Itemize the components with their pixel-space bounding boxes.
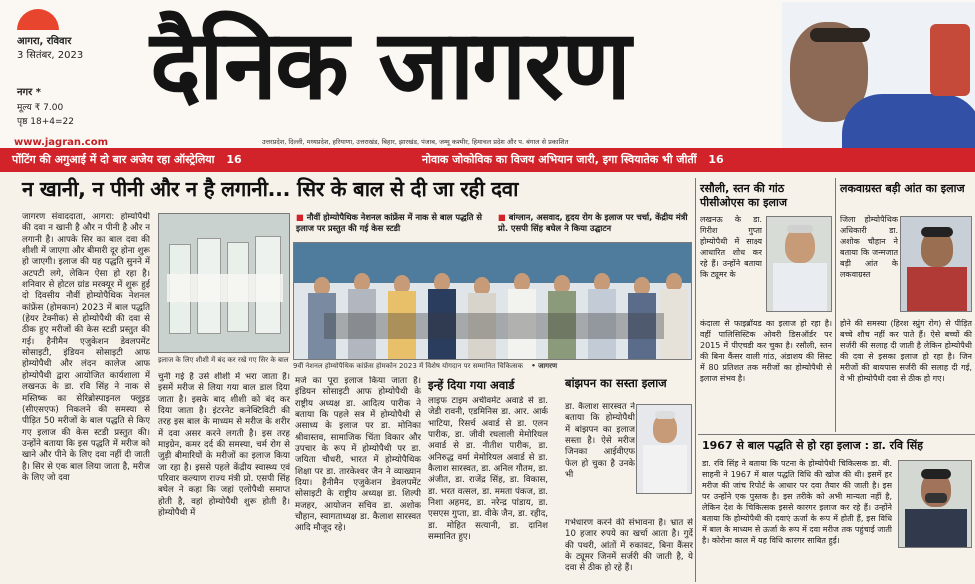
edition-date: 3 सितंबर, 2023 — [17, 50, 84, 61]
edition-city-day: आगरा, रविवार — [17, 36, 72, 47]
main-headline: न खानी, न पीनी और न है लगानी... सिर के बाल से दी जा रही दवा — [22, 177, 519, 201]
infertility-text-1: डा. कैलाश सारस्वत ने बताया कि होम्योपैथी में बांझपन का इलाज सस्ता है। ऐसे मरीज जिनका आईवीएफ फेल हो चुका है उनके भी — [565, 402, 635, 481]
sidebar-c-heading: 1967 से बाल पद्धति से हो रहा इलाज : डा. रवि सिंह — [702, 439, 924, 452]
doctor-girish-photo — [766, 216, 832, 312]
red-square-icon: ■ — [296, 212, 307, 222]
sidebar-b-text: जिला होम्योपैथिक अधिकारी डा. अशोक चौहान ने बताया कि जन्मजात बड़ी आंत के लकवाग्रस्त — [840, 215, 898, 279]
website[interactable]: www.jagran.com — [14, 137, 109, 148]
award-heading: इन्हें दिया गया अवार्ड — [428, 378, 515, 392]
hair-vials-photo — [158, 213, 290, 353]
sidebar-c-text: डा. रवि सिंह ने बताया कि पटना के होम्योपैथी चिकित्सक डा. बी. साहनी ने 1967 में बाल पद्धति विधि की खोज की थी। इसमें हर मरीज की जांच रिपोर्ट के आधार पर दवा तैयार की जाती है। इस पर उन्होंने एक पुस्तक है। इस तरीके को अभी मान्यता नहीं है, लेकिन देश के चिकित्सक इससे कारगर इलाज कर रहे हैं। उन्होंने बताया कि होम्योपैथी की दवाएं ऊर्जा के रूप में होती हैं, इस विधि में बाल के माध्यम से ऊर्जा के रूप में दवा मरीज तक पहुंचाई जाती है। कोरोना काल में यह विधि कारगर साबित हुई। — [702, 459, 892, 545]
award-group-photo — [293, 242, 692, 360]
bullet-1-text: नौवीं होम्योपैथिक नेशनल कांफ्रेंस में नाक से बाल पद्धति से इलाज पर प्रस्तुत की गई केस स्टडी — [296, 212, 483, 233]
tennis-player-photo — [782, 2, 975, 148]
newspaper-title: दैनिक जागरण — [150, 9, 630, 121]
teaser-bar — [0, 148, 975, 172]
masthead — [0, 0, 975, 148]
teaser-left-page: 16 — [226, 153, 242, 166]
infertility-heading: बांझपन का सस्ता इलाज — [565, 376, 667, 390]
vertical-divider — [835, 178, 836, 432]
article-col-2: चुनी गई है उसे शीशी में भरा जाता है। इसमें मरीज से लिया गया बाल डाल दिया जाता है। इसके बाद शीशी को बंद कर दिया जाता है। इंटरनेट कनेक्टिविटी की तरह इस बाल के माध्यम से मरीज के शरीर में दवा असर करने लगती है। इस तरह माइग्रेन, कमर दर्द की समस्या, चर्म रोग से जुड़ी बीमारियों के मरीजों का इलाज किया जा रहा है। इससे पहले केंद्रीय स्वास्थ्य एवं परिवार कल्याण राज्य मंत्री प्रो. एसपी सिंह बघेल ने कहा कि जहां एलोपैथी समाप्त होती है, वहां होम्योपैथी शुरू होती है। होम्योपैथी में — [158, 372, 290, 519]
edition-nagar: नगर * — [17, 87, 41, 98]
infertility-text-2: गर्भधारण करने की संभावना है। भ्रात से 10 हजार रुपये का खर्चा आता है। गुर्दे की पथरी, आंतों में रुकावट, बिना कैंसर के ट्यूमर जिनमें सर्जरी की जाती है, ये दवा से ठीक हो रहे हैं। — [565, 518, 693, 574]
highlight-bullet-2 — [498, 212, 694, 234]
award-text: लाइफ टाइम अचीवमेंट अवार्ड से डा. जेडी रावनी, एडमिनिस डा. आर. आर्क भाटिया, रिसर्च अवार्ड से डा. एलन पारीक, डा. जीवी रघलाली मेमोरियल अवार्ड से डा. नीतीश पारीक, डा. अनिरुद्ध वर्मा मेमोरियल अवार्ड से डा. कैलाश सारस्वत, डा. अनिल गौतम, डा. अंजीत, डा. राजेंद्र सिंह, डा. विकास, डा. भरत वत्सल, डा. ममता पंकज, डा. निशा अहमद, डा. नरेन्द्र पांडाय, डा. एसएस गुप्ता, डा. वीके जैन, डा. रहीद, डा. मोहित सत्यानी, डा. दानिश सम्मानित हुए। — [428, 396, 548, 543]
group-caption-text: 9वीं नेशनल होम्योपैथिक कांफ्रेंस होमकोन 2023 में विशेष योगदान पर सम्मानित चिकित्सक — [293, 362, 523, 370]
photo1-caption: इलाज के लिए शीशी में बंद कर रखे गए सिर के बाल — [158, 356, 289, 364]
vertical-divider — [695, 178, 696, 582]
teaser-right[interactable] — [422, 152, 724, 167]
doctor-ravi-photo — [898, 460, 972, 548]
horizontal-divider — [698, 434, 975, 435]
jagran-sun-logo — [17, 6, 59, 30]
teaser-left-text: पोंटिंग की अगुआई में दो बार अजेय रहा ऑस्ट्रेलिया — [12, 153, 215, 166]
sidebar-a-text-2: कंदाला से फाइब्रॉयड का इलाज हो रहा है। वहीं पालिसिस्टिक ओवरी डिसऑर्डर पर 2015 में पीएचडी कर चुका है। रसौली, स्तन की बिना कैंसर वाली गांठ, अंडाशय की सिस्ट में 80 प्रतिशत तक मरीजों का होम्योपैथी से इलाज संभव है। — [700, 319, 832, 383]
red-square-icon: ■ — [498, 212, 509, 222]
sidebar-b-heading: लकवाग्रस्त बड़ी आंत का इलाज — [840, 182, 965, 195]
page-count: पृष्ठ 18+4=22 — [17, 117, 74, 127]
sidebar-a-text: लखनऊ के डा. गिरीश गुप्ता होम्योपैथी में साक्ष्य आधारित शोध कर रहे हैं। उन्होंने बताया कि ट्यूमर के — [700, 215, 762, 279]
sidebar-b-text-2: होने की समस्या (हिरश स्प्रुंग रोग) से पीड़ित बच्चे शौच नहीं कर पाते हैं। ऐसे बच्चों की सर्जरी की सलाह दी जाती है लेकिन होम्योपैथी की दवा से इसका इलाज हो रहा है। जिन मरीजों की बायपास सर्जरी की सलाह दी गई, वे भी होम्योपैथी दवा से ठीक हो गए। — [840, 319, 972, 383]
sidebar-a-heading: रसौली, स्तन की गांठ पीसीओएस का इलाज — [700, 182, 787, 209]
article-col-3: मर्ज का पूरा इलाज किया जाता है। इंडियन सोसाइटी आफ होम्योपैथी के राष्ट्रीय अध्यक्ष डा. आदित्य पारीक ने बताया कि पहले सत्र में होम्योपैथी से असाध्य के इलाज पर डा. मोनिका श्रीवास्तव, सामाजिक चिंता विकार और उपचार के रूप में होम्योपैथी पर डा. जयिता चौधरी, भारत में होम्योपैथिक शिक्षा पर डा. तारकेश्वर जैन ने व्याख्यान दिया। हैनीमैन एजुकेशन डेवलपमेंट सोसाइटी के राष्ट्रीय अध्यक्ष डा. शिल्पी मजहर, आयोजन सचिव डा. अशोक चौहान, स्वागताध्यक्ष डा. कैलाश सारस्वत आदि मौजूद रहे। — [295, 376, 421, 534]
price: मूल्य ₹ 7.00 — [17, 103, 64, 113]
group-credit: • जागरण — [531, 362, 558, 370]
bullet-2-text: बांग्लान, असवाद, हृदय रोग के इलाज पर चर्चा, केंद्रीय मंत्री प्रो. एसपी सिंह बघेल ने किया उद्घाटन — [498, 212, 688, 233]
doctor-ashok-photo — [900, 216, 972, 312]
highlight-bullet-1 — [296, 212, 492, 234]
doctor-kailash-photo — [636, 404, 692, 494]
teaser-left[interactable] — [12, 152, 242, 167]
article-col-1: जागरण संवाददाता, आगरा: होम्योपैथी की दवा न खानी है और न पीनी है और न लगानी है। आपके सिर का बाल दवा की शीशी में जाएगा और बीमारी दूर होना शुरू हो जाएगी। इलाज की यह पद्धति सुनने में अटपटी लगे, लेकिन ऐसा हो रहा है। शनिवार से होटल ग्रांड मरक्यूर में शुरू हुई दो दिवसीय नौवीं होम्योपैथिक नेशनल कांफ्रेंस (होमकान) 2023 में बाल पद्धति (हेयर टेक्नीक) से होम्योपैथी की दवा से ठीक हुए मरीजों की केस स्टडी प्रस्तुत की गई। हैनीमैन एजुकेशन डेवलपमेंट सोसाइटी, इंडियन सोसाइटी आफ होम्योपैथी और लंदन कालेज आफ होम्योपैथी द्वारा आयोजित कार्यशाला में लखनऊ के डा. रवि सिंह ने नाक से मस्तिष्क का सेरिब्रोस्पाइनल फ्लूइड (सीएसएफ) निकलने की समस्या से पीड़ित 50 मरीजों के बाल पद्धति से किए गए इलाज की केस स्टडी प्रस्तुत की। उन्होंने बताया कि इस पद्धति में मरीज को खाने और पीने के लिए दवा नहीं दी जाती है। सिर से एक बाल लिया जाता है, मरीज के लिए जो दवा — [22, 212, 150, 483]
teaser-right-text: नोवाक जोकोविक का विजय अभियान जारी, इगा स्वियातेक भी जीतीं — [422, 153, 697, 166]
teaser-right-page: 16 — [708, 153, 724, 166]
editions-line: उत्तरप्रदेश, दिल्ली, मध्यप्रदेश, हरियाणा, उत्तराखंड, बिहार, झारखंड, पंजाब, जम्मू कश्मीर, हिमाचल प्रदेश और प. बंगाल से प्रकाशित — [262, 138, 569, 146]
group-photo-caption — [293, 362, 692, 371]
